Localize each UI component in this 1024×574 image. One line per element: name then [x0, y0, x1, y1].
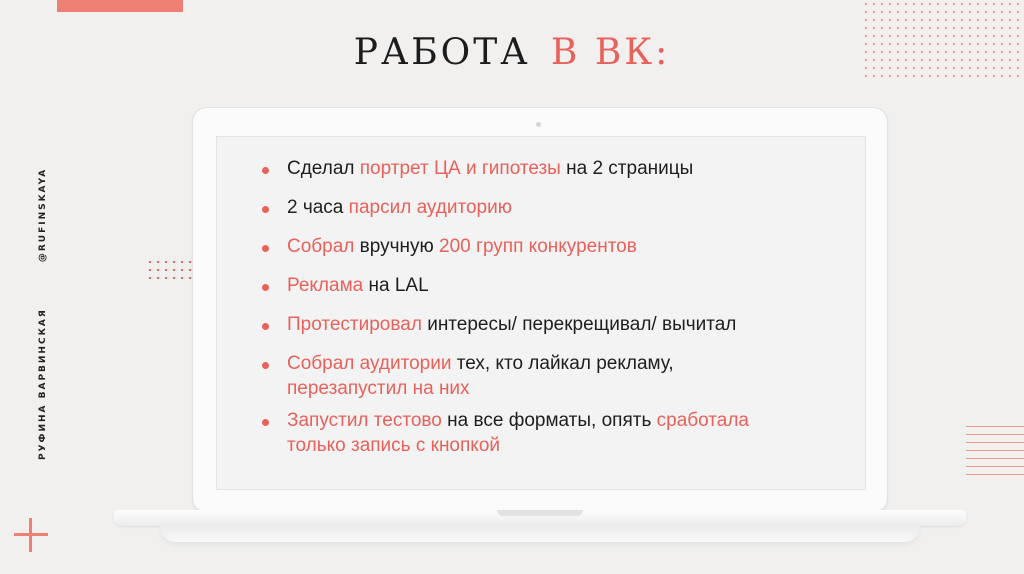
author-handle: @RUFINSKAYA: [38, 167, 48, 263]
list-item: [262, 195, 842, 220]
item-text: Сделал: [287, 158, 360, 179]
highlighted-text: Запустил тестово: [287, 410, 442, 431]
bullet-dot-icon: [262, 245, 269, 252]
title-main: РАБОТА: [353, 32, 531, 73]
item-text: тех, кто лайкал рекламу,: [451, 353, 674, 374]
list-item: [262, 312, 842, 337]
laptop-camera: [536, 122, 541, 127]
highlighted-text: перезапустил на них: [287, 378, 470, 399]
bullet-dot-icon: [262, 167, 269, 174]
list-item: [262, 234, 842, 259]
bullet-dot-icon: [262, 206, 269, 213]
page-title: [0, 32, 1024, 73]
side-vertical-label: [38, 120, 48, 460]
laptop-foot: [160, 526, 920, 542]
highlighted-text: Реклама: [287, 275, 364, 296]
highlighted-text: Собрал: [287, 236, 355, 257]
achievements-list: [262, 154, 842, 458]
item-text: вручную: [354, 236, 440, 257]
bullet-dot-icon: [262, 323, 269, 330]
list-item: [262, 351, 842, 401]
top-accent-bar: [57, 0, 183, 12]
item-text: на все форматы, опять: [441, 410, 657, 431]
bullet-dot-icon: [262, 284, 269, 291]
item-text: на LAL: [363, 275, 429, 296]
bullet-dot-icon: [262, 419, 269, 426]
decor-dots-left: [146, 258, 194, 284]
bullet-dot-icon: [262, 362, 269, 369]
author-name: РУФИНА ВАРВИНСКАЯ: [38, 308, 48, 460]
decor-lines-right: [966, 426, 1024, 476]
list-item: [262, 273, 842, 298]
item-text: на 2 страницы: [560, 158, 694, 179]
highlighted-text: Протестировал: [287, 314, 422, 335]
highlighted-text: сработала: [656, 410, 749, 431]
highlighted-text: Собрал аудитории: [287, 353, 452, 374]
highlighted-text: 200 групп конкурентов: [439, 236, 637, 257]
list-item: [262, 408, 842, 458]
item-text: интересы/ перекрещивал/ вычитал: [421, 314, 737, 335]
highlighted-text: портрет ЦА и гипотезы: [359, 158, 561, 179]
list-item: [262, 156, 842, 181]
laptop-notch: [497, 510, 583, 516]
highlighted-text: только запись с кнопкой: [287, 435, 500, 456]
decor-plus-icon: [14, 518, 48, 552]
title-accent: В ВК:: [550, 32, 671, 73]
item-text: 2 часа: [287, 197, 349, 218]
highlighted-text: парсил аудиторию: [348, 197, 512, 218]
